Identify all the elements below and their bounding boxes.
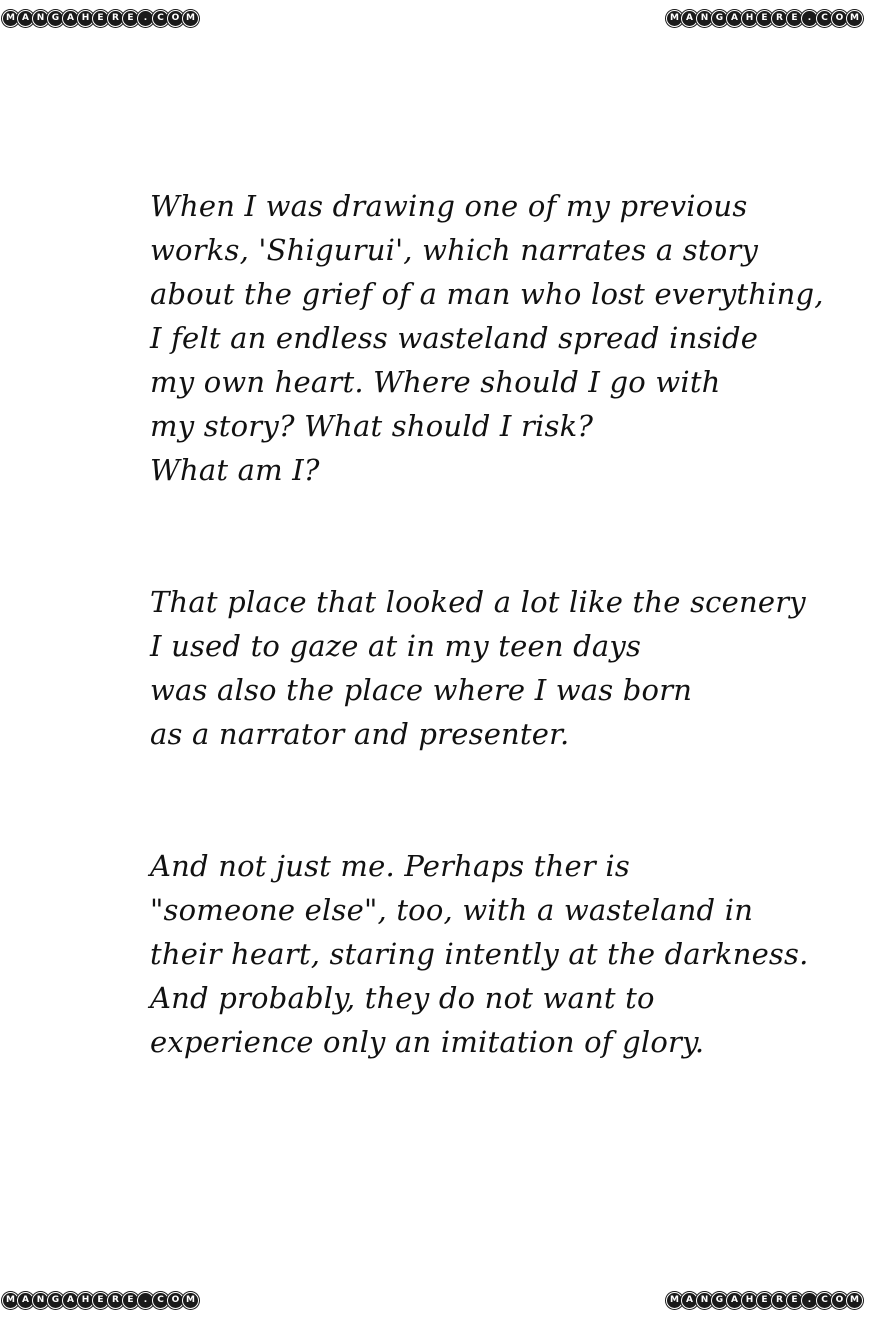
text-line: "someone else", too, with a wasteland in: [150, 893, 754, 927]
watermark-letter: E: [786, 10, 803, 27]
text-line: When I was drawing one of my previous: [150, 189, 748, 223]
watermark-letter: A: [726, 10, 743, 27]
text-line: my own heart. Where should I go with: [150, 365, 721, 399]
watermark-letter: A: [62, 10, 79, 27]
watermark-letter: E: [122, 1292, 139, 1309]
watermark-letter: E: [786, 1292, 803, 1309]
watermark-letter: M: [2, 10, 19, 27]
watermark-letter: G: [47, 10, 64, 27]
watermark-letter: .: [137, 10, 154, 27]
watermark-letter: C: [152, 10, 169, 27]
paragraph-2: [150, 580, 806, 756]
paragraph-3: [150, 844, 809, 1064]
text-line: And probably, they do not want to: [150, 981, 655, 1015]
watermark-letter: E: [92, 1292, 109, 1309]
watermark-letter: M: [846, 1292, 863, 1309]
watermark-letter: C: [816, 10, 833, 27]
watermark-letter: M: [2, 1292, 19, 1309]
watermark-letter: A: [17, 1292, 34, 1309]
watermark-letter: G: [47, 1292, 64, 1309]
paragraph-1: [150, 184, 824, 492]
watermark-letter: A: [17, 10, 34, 27]
watermark-letter: A: [681, 1292, 698, 1309]
watermark-letter: R: [107, 1292, 124, 1309]
text-line: works, 'Shigurui', which narrates a story: [150, 233, 759, 267]
watermark-letter: N: [32, 10, 49, 27]
watermark-letter: G: [711, 1292, 728, 1309]
watermark-letter: H: [741, 10, 758, 27]
watermark-letter: .: [801, 1292, 818, 1309]
watermark-letter: E: [92, 10, 109, 27]
watermark-letter: M: [182, 10, 199, 27]
text-line: my story? What should I risk?: [150, 409, 594, 443]
text-line: And not just me. Perhaps ther is: [150, 849, 630, 883]
watermark-letter: E: [756, 10, 773, 27]
watermark-letter: R: [771, 10, 788, 27]
text-line: their heart, staring intently at the darkness.: [150, 937, 809, 971]
text-line: That place that looked a lot like the scenery: [150, 585, 806, 619]
text-line: experience only an imitation of glory.: [150, 1025, 705, 1059]
watermark-letter: M: [182, 1292, 199, 1309]
watermark-letter: H: [77, 1292, 94, 1309]
text-line: as a narrator and presenter.: [150, 717, 570, 751]
watermark-letter: M: [846, 10, 863, 27]
watermark-letter: C: [152, 1292, 169, 1309]
watermark-letter: C: [816, 1292, 833, 1309]
watermark-letter: N: [32, 1292, 49, 1309]
watermark-top-left: [2, 9, 197, 27]
watermark-letter: R: [771, 1292, 788, 1309]
watermark-bottom-right: [666, 1291, 861, 1309]
text-line: I used to gaze at in my teen days: [150, 629, 642, 663]
text-line: about the grief of a man who lost everything,: [150, 277, 824, 311]
watermark-top-right: [666, 9, 861, 27]
watermark-letter: N: [696, 1292, 713, 1309]
watermark-letter: A: [681, 10, 698, 27]
watermark-letter: E: [122, 10, 139, 27]
text-line: was also the place where I was born: [150, 673, 693, 707]
watermark-letter: R: [107, 10, 124, 27]
watermark-letter: H: [741, 1292, 758, 1309]
watermark-letter: M: [666, 10, 683, 27]
watermark-letter: O: [167, 10, 184, 27]
text-line: I felt an endless wasteland spread inside: [150, 321, 759, 355]
watermark-letter: O: [831, 10, 848, 27]
watermark-letter: A: [62, 1292, 79, 1309]
watermark-letter: H: [77, 10, 94, 27]
watermark-letter: G: [711, 10, 728, 27]
watermark-letter: .: [801, 10, 818, 27]
watermark-bottom-left: [2, 1291, 197, 1309]
watermark-letter: A: [726, 1292, 743, 1309]
watermark-letter: M: [666, 1292, 683, 1309]
watermark-letter: .: [137, 1292, 154, 1309]
text-line: What am I?: [150, 453, 320, 487]
watermark-letter: N: [696, 10, 713, 27]
watermark-letter: O: [831, 1292, 848, 1309]
watermark-letter: E: [756, 1292, 773, 1309]
watermark-letter: O: [167, 1292, 184, 1309]
